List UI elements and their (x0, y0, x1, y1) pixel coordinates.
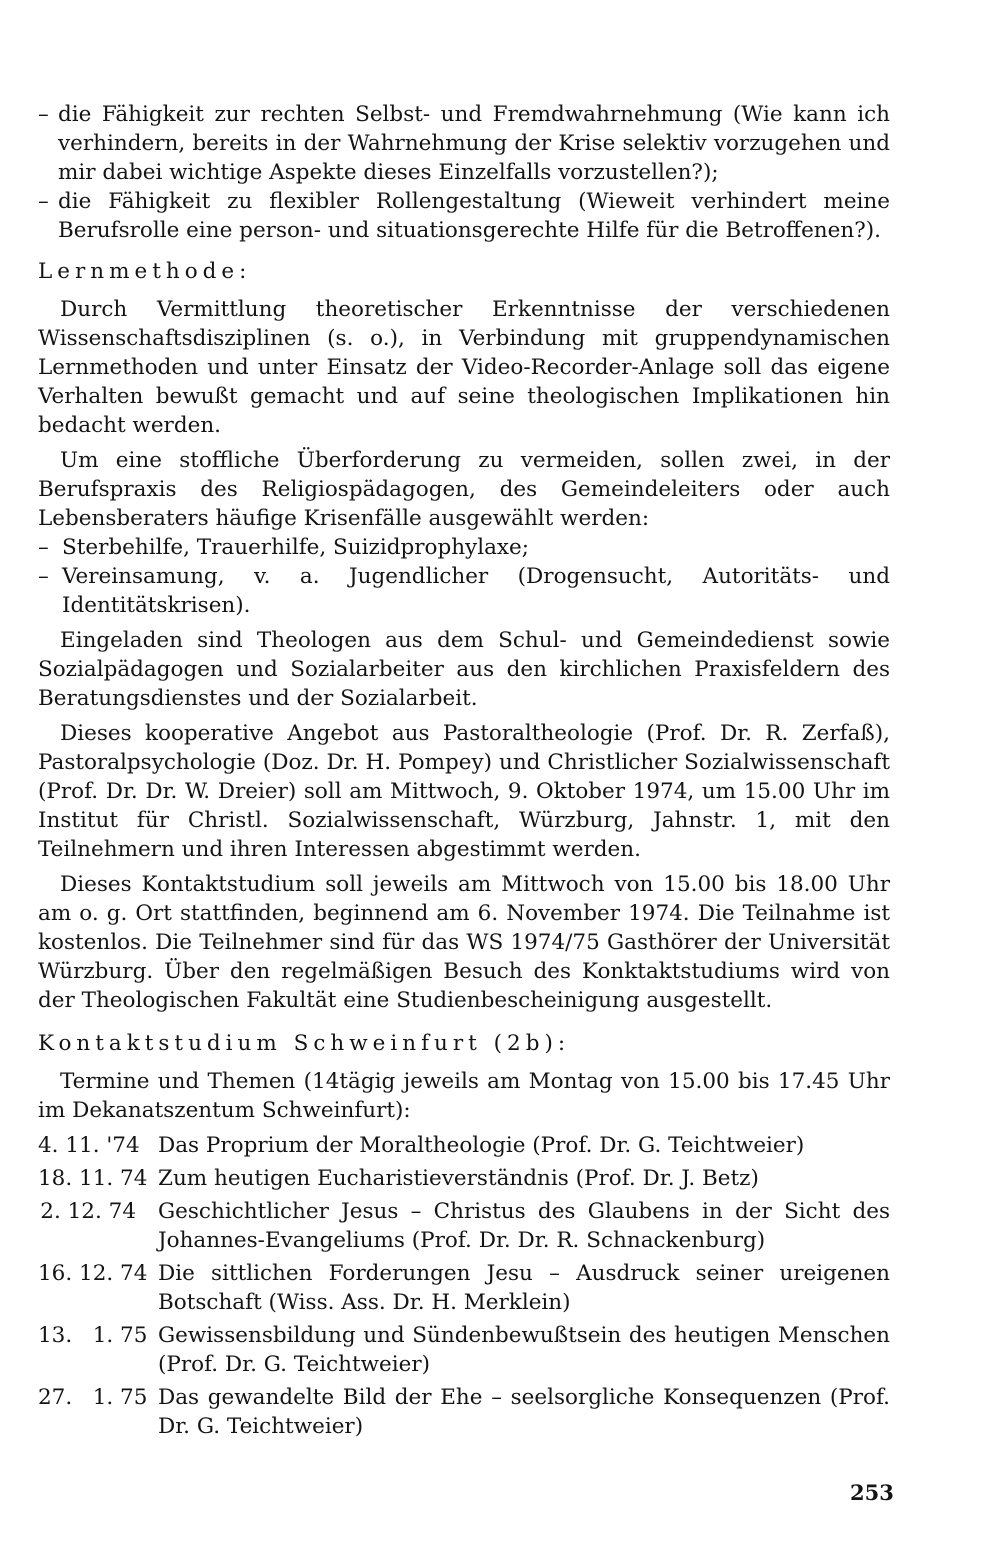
schedule-topic: Geschichtlicher Jesus – Christus des Glaubens in der Sicht des Johannes-Evangeliums (Prof. Dr. Dr. R. Schnackenburg) (158, 1199, 890, 1253)
lernmethode-heading: Lernmethode: (38, 259, 252, 284)
intro-item-text: die Fähigkeit zu flexibler Rollengestaltung (Wieweit verhindert meine Berufsrolle eine person- und situationsgerechte Hilfe für die Betroffenen?). (58, 189, 890, 243)
schedule-date: 27. 1. 75 (38, 1385, 148, 1410)
schedule-topic: Die sittlichen Forderungen Jesu – Ausdruck seiner ureigenen Botschaft (Wiss. Ass. Dr. H. Merklein) (158, 1261, 890, 1315)
lernmethode-paragraph: Dieses kooperative Angebot aus Pastoraltheologie (Prof. Dr. R. Zerfaß), Pastoralpsychologie (Doz. Dr. H. Pompey) und Christlicher Sozialwissenschaft (Prof. Dr. Dr. W. Dreier) soll am Mittwoch, 9. Oktober 1974, um 15.00 Uhr im Institut für Christl. Sozialwissenschaft, Würzburg, Jahnstr. 1, mit den Teilnehmern und ihren Interessen abgestimmt werden. (38, 721, 890, 862)
schedule-topic: Zum heutigen Eucharistieverständnis (Prof. Dr. J. Betz) (158, 1166, 759, 1191)
schweinfurt-intro: Termine und Themen (14tägig jeweils am Montag von 15.00 bis 17.45 Uhr im Dekanatszentum Schweinfurt): (38, 1069, 890, 1123)
intro-item (38, 100, 890, 187)
lernmethode-paragraph: Dieses Kontaktstudium soll jeweils am Mittwoch von 15.00 bis 18.00 Uhr am o. g. Ort stattfinden, beginnend am 6. November 1974. Die Teilnahme ist kostenlos. Die Teilnehmer sind für das WS 1974/75 Gasthörer der Universität Würzburg. Über den regelmäßigen Besuch des Konktaktstudiums wird von der Theologischen Fakultät eine Studienbescheinigung ausgestellt. (38, 872, 890, 1013)
schedule-list (38, 1131, 890, 1441)
case-item (38, 562, 890, 620)
intro-item (38, 187, 890, 245)
document-page (38, 100, 890, 1445)
schedule-date: 2. 12. 74 (40, 1199, 136, 1224)
page-number: 253 (850, 1480, 894, 1505)
schedule-row (38, 1321, 890, 1379)
schedule-date: 13. 1. 75 (38, 1323, 148, 1348)
schedule-date: 16. 12. 74 (38, 1261, 148, 1286)
case-item (38, 533, 890, 562)
dash-marker: – (38, 564, 49, 589)
schedule-topic: Das gewandelte Bild der Ehe – seelsorgliche Konsequenzen (Prof. Dr. G. Teichtweier) (158, 1385, 890, 1439)
dash-marker: – (38, 189, 49, 214)
case-item-text: Sterbehilfe, Trauerhilfe, Suizidprophylaxe; (62, 535, 529, 560)
lernmethode-paragraph: Durch Vermittlung theoretischer Erkenntnisse der verschiedenen Wissenschaftsdisziplinen (s. o.), in Verbindung mit gruppendynamischen Lernmethoden und unter Einsatz der Video-Recorder-Anlage soll das eigene Verhalten bewußt gemacht und auf seine theologischen Implikationen hin bedacht werden. (38, 297, 890, 438)
schedule-topic: Das Proprium der Moraltheologie (Prof. Dr. G. Teichtweier) (158, 1133, 805, 1158)
schedule-date: 4. 11. '74 (38, 1133, 140, 1158)
schedule-row (38, 1131, 890, 1160)
schweinfurt-heading: Kontaktstudium Schweinfurt (2b): (38, 1031, 571, 1056)
schedule-row (38, 1164, 890, 1193)
schedule-row (38, 1383, 890, 1441)
schedule-row (38, 1197, 890, 1255)
schedule-topic: Gewissensbildung und Sündenbewußtsein des heutigen Menschen (Prof. Dr. G. Teichtweier) (158, 1323, 890, 1377)
dash-marker: – (38, 535, 49, 560)
schedule-date: 18. 11. 74 (38, 1166, 148, 1191)
lernmethode-paragraph: Um eine stoffliche Überforderung zu vermeiden, sollen zwei, in der Berufspraxis des Religiospädagogen, des Gemeindeleiters oder auch Lebensberaters häufige Krisenfälle ausgewählt werden: (38, 448, 890, 531)
dash-marker: – (38, 102, 49, 127)
intro-item-text: die Fähigkeit zur rechten Selbst- und Fremdwahrnehmung (Wie kann ich verhindern, bereits in der Wahrnehmung der Krise selektiv vorzugehen und mir dabei wichtige Aspekte dieses Einzelfalls vorzustellen?); (58, 102, 890, 185)
case-item-text: Vereinsamung, v. a. Jugendlicher (Drogensucht, Autoritäts- und Identitätskrisen). (62, 564, 890, 618)
lernmethode-paragraph: Eingeladen sind Theologen aus dem Schul- und Gemeindedienst sowie Sozialpädagogen und Sozialarbeiter aus den kirchlichen Praxisfeldern des Beratungsdienstes und der Sozialarbeit. (38, 628, 890, 711)
schedule-row (38, 1259, 890, 1317)
